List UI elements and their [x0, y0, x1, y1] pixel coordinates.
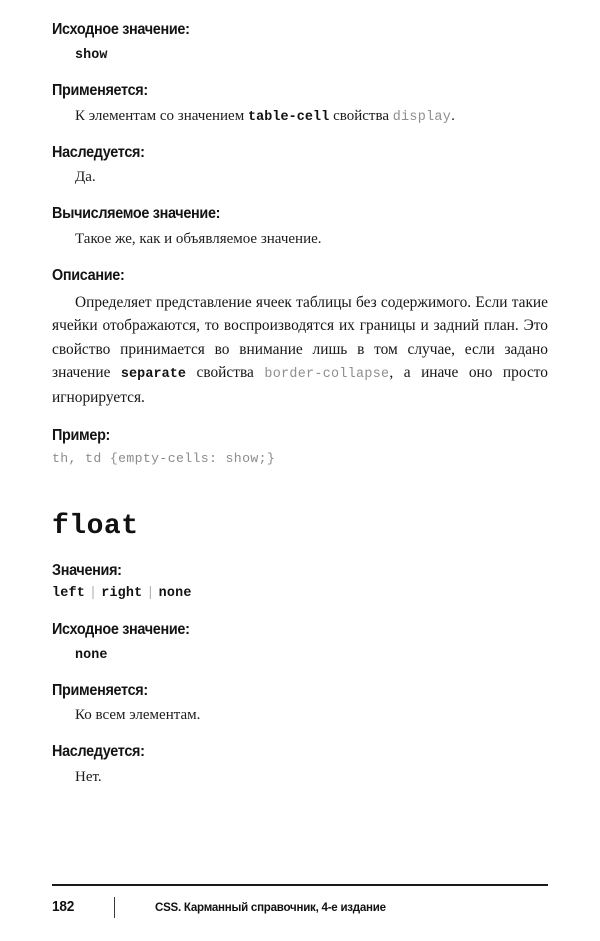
description-text-1: Определяет представление ячеек таблицы без содержимого. Если такие ячейки отображаются, то воспроизводятся их границы и задний план. Это свойство принимается во внимание лишь в том случае, если задано значение — [52, 294, 548, 382]
initial-value-code: show — [75, 48, 108, 64]
applies-to-text-after: . — [451, 107, 455, 124]
applies-to-text-middle: свойства — [329, 107, 393, 124]
applies-to-code-table-cell: table-cell — [247, 109, 330, 125]
initial-value-text — [75, 45, 548, 64]
float-inherited-value: Нет. — [75, 768, 102, 785]
section-heading-applies-to: Применяется: — [52, 82, 148, 100]
applies-to-text — [75, 107, 548, 126]
float-initial-value-code: none — [75, 647, 108, 663]
section-heading-initial-value: Исходное значение: — [52, 21, 190, 38]
value-separator-1: | — [88, 586, 98, 602]
footer-vertical-divider — [114, 897, 115, 918]
value-separator-2: | — [146, 586, 155, 602]
applies-to-text-before: К элементам со значением — [75, 107, 248, 124]
section-heading-applies-to-float: Применяется: — [52, 681, 148, 699]
float-applies-to-value: Ко всем элементам. — [75, 707, 201, 724]
footer-row — [52, 897, 548, 918]
value-left: left — [52, 586, 85, 602]
page-content — [52, 22, 548, 787]
section-heading-description: Описание: — [52, 266, 125, 284]
float-initial-value-text — [75, 645, 548, 664]
section-heading-values: Значения: — [52, 562, 122, 580]
section-heading-example: Пример: — [52, 427, 111, 445]
description-text-2: свойства — [186, 364, 265, 382]
footer-divider-rule — [52, 884, 548, 886]
section-heading-inherited: Наследуется: — [52, 143, 145, 161]
description-text-3: , а иначе оно просто игнорируется. — [52, 364, 548, 406]
description-code-border-collapse: border-collapse — [264, 367, 390, 383]
value-right: right — [101, 586, 143, 602]
description-paragraph — [52, 291, 548, 409]
section-heading-inherited-float: Наследуется: — [52, 743, 145, 761]
property-title: float — [52, 511, 139, 543]
value-none: none — [158, 586, 192, 602]
footer-book-title: CSS. Карманный справочник, 4-е издание — [155, 900, 387, 915]
section-heading-initial-value-float: Исходное значение: — [52, 620, 190, 638]
inherited-value: Да. — [75, 169, 96, 186]
page-number: 182 — [52, 899, 75, 916]
computed-value: Такое же, как и объявляемое значение. — [75, 230, 322, 247]
applies-to-code-display: display — [392, 109, 452, 125]
example-code: th, td {empty-cells: show;} — [52, 451, 276, 467]
property-values-list — [52, 586, 548, 602]
page-footer — [52, 884, 548, 918]
section-heading-computed-value: Вычисляемое значение: — [52, 205, 221, 223]
description-code-separate: separate — [120, 367, 186, 383]
